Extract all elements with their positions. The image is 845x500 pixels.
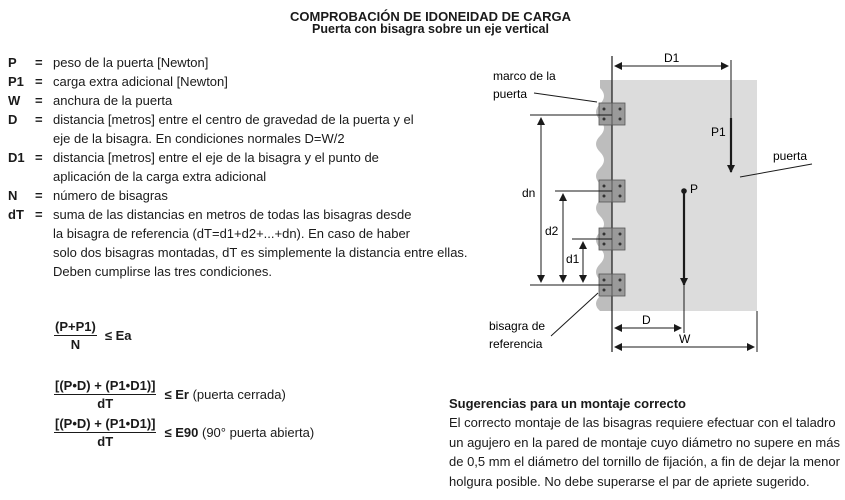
fraction — [54, 319, 97, 352]
def-symbol: D — [8, 112, 18, 127]
def-text: eje de la bisagra. En condiciones normales D=W/2 — [53, 131, 345, 146]
formula-relation: ≤ Er — [164, 387, 189, 402]
label-d1: d1 — [566, 252, 580, 266]
formula-e90 — [54, 416, 314, 449]
suggestions-line: un agujero en la pared de montaje cuyo diámetro no supere en más — [449, 434, 840, 450]
label-P: P — [690, 182, 699, 196]
def-equals: = — [35, 207, 43, 222]
def-text: carga extra adicional [Newton] — [53, 74, 228, 89]
formula-denominator: dT — [97, 434, 114, 449]
page-title: COMPROBACIÓN DE IDONEIDAD DE CARGA — [290, 9, 571, 24]
formula-numerator: [(P•D) + (P1•D1)] — [55, 416, 156, 431]
suggestions-line: holgura posible. No debe superarse el par de apriete sugerido. — [449, 473, 810, 489]
def-equals: = — [35, 112, 43, 127]
suggestions-line: El correcto montaje de las bisagras requiere efectuar con el taladro — [449, 415, 836, 430]
def-text: solo dos bisagras montadas, dT es simplemente la distancia entre ellas. — [53, 245, 468, 260]
formula-ea — [54, 319, 131, 352]
def-equals: = — [35, 150, 43, 165]
def-symbol: dT — [8, 207, 24, 222]
formula-numerator: [(P•D) + (P1•D1)] — [55, 378, 156, 393]
hinge-top — [599, 103, 625, 125]
formula-er — [54, 378, 286, 411]
def-equals: = — [35, 188, 43, 203]
formula-numerator: (P+P1) — [55, 319, 96, 334]
formula-denominator: dT — [97, 396, 114, 411]
label-D1: D1 — [664, 51, 680, 65]
formula-denominator: N — [70, 337, 81, 352]
label-D: D — [642, 313, 651, 327]
def-equals: = — [35, 74, 43, 89]
fraction — [54, 378, 156, 411]
formula-note: (90° puerta abierta) — [202, 425, 315, 440]
def-equals: = — [35, 55, 43, 70]
def-text: Deben cumplirse las tres condiciones. — [53, 264, 272, 279]
label-frame-line1: marco de la — [493, 69, 556, 83]
label-reference-line1: bisagra de — [489, 319, 546, 333]
def-text: número de bisagras — [53, 188, 168, 203]
def-symbol: P — [8, 55, 17, 70]
def-equals: = — [35, 93, 43, 108]
def-text: peso de la puerta [Newton] — [53, 55, 209, 70]
formula-relation: ≤ E90 — [164, 425, 199, 440]
label-W: W — [679, 332, 691, 346]
fraction — [54, 416, 156, 449]
def-symbol: W — [8, 93, 21, 108]
label-dn: dn — [522, 186, 536, 200]
label-reference-line2: referencia — [489, 337, 543, 351]
def-text: distancia [metros] entre el eje de la bisagra y el punto de — [53, 150, 379, 165]
label-door: puerta — [773, 149, 808, 163]
label-P1: P1 — [711, 125, 726, 139]
page-subtitle: Puerta con bisagra sobre un eje vertical — [312, 22, 549, 36]
def-symbol: P1 — [8, 74, 24, 89]
def-text: anchura de la puerta — [53, 93, 173, 108]
mounting-suggestions — [449, 396, 845, 491]
suggestions-line: de 0,5 mm el diámetro del tornillo de fijación, a fin de dejar la menor — [449, 454, 840, 469]
label-d2: d2 — [545, 224, 559, 238]
def-symbol: N — [8, 188, 18, 203]
def-text: suma de las distancias en metros de todas las bisagras desde — [53, 207, 412, 222]
hinge-diagram — [440, 40, 845, 360]
suggestions-text — [449, 413, 845, 491]
def-text: la bisagra de referencia (dT=d1+d2+...+dn). En caso de haber — [53, 226, 411, 241]
label-frame-line2: puerta — [493, 87, 528, 101]
def-text: aplicación de la carga extra adicional — [53, 169, 267, 184]
suggestions-title: Sugerencias para un montaje correcto — [449, 396, 686, 411]
formula-note: (puerta cerrada) — [192, 387, 286, 402]
formula-relation: ≤ Ea — [104, 328, 132, 343]
def-text: distancia [metros] entre el centro de gravedad de la puerta y el — [53, 112, 414, 127]
def-symbol: D1 — [8, 150, 25, 165]
